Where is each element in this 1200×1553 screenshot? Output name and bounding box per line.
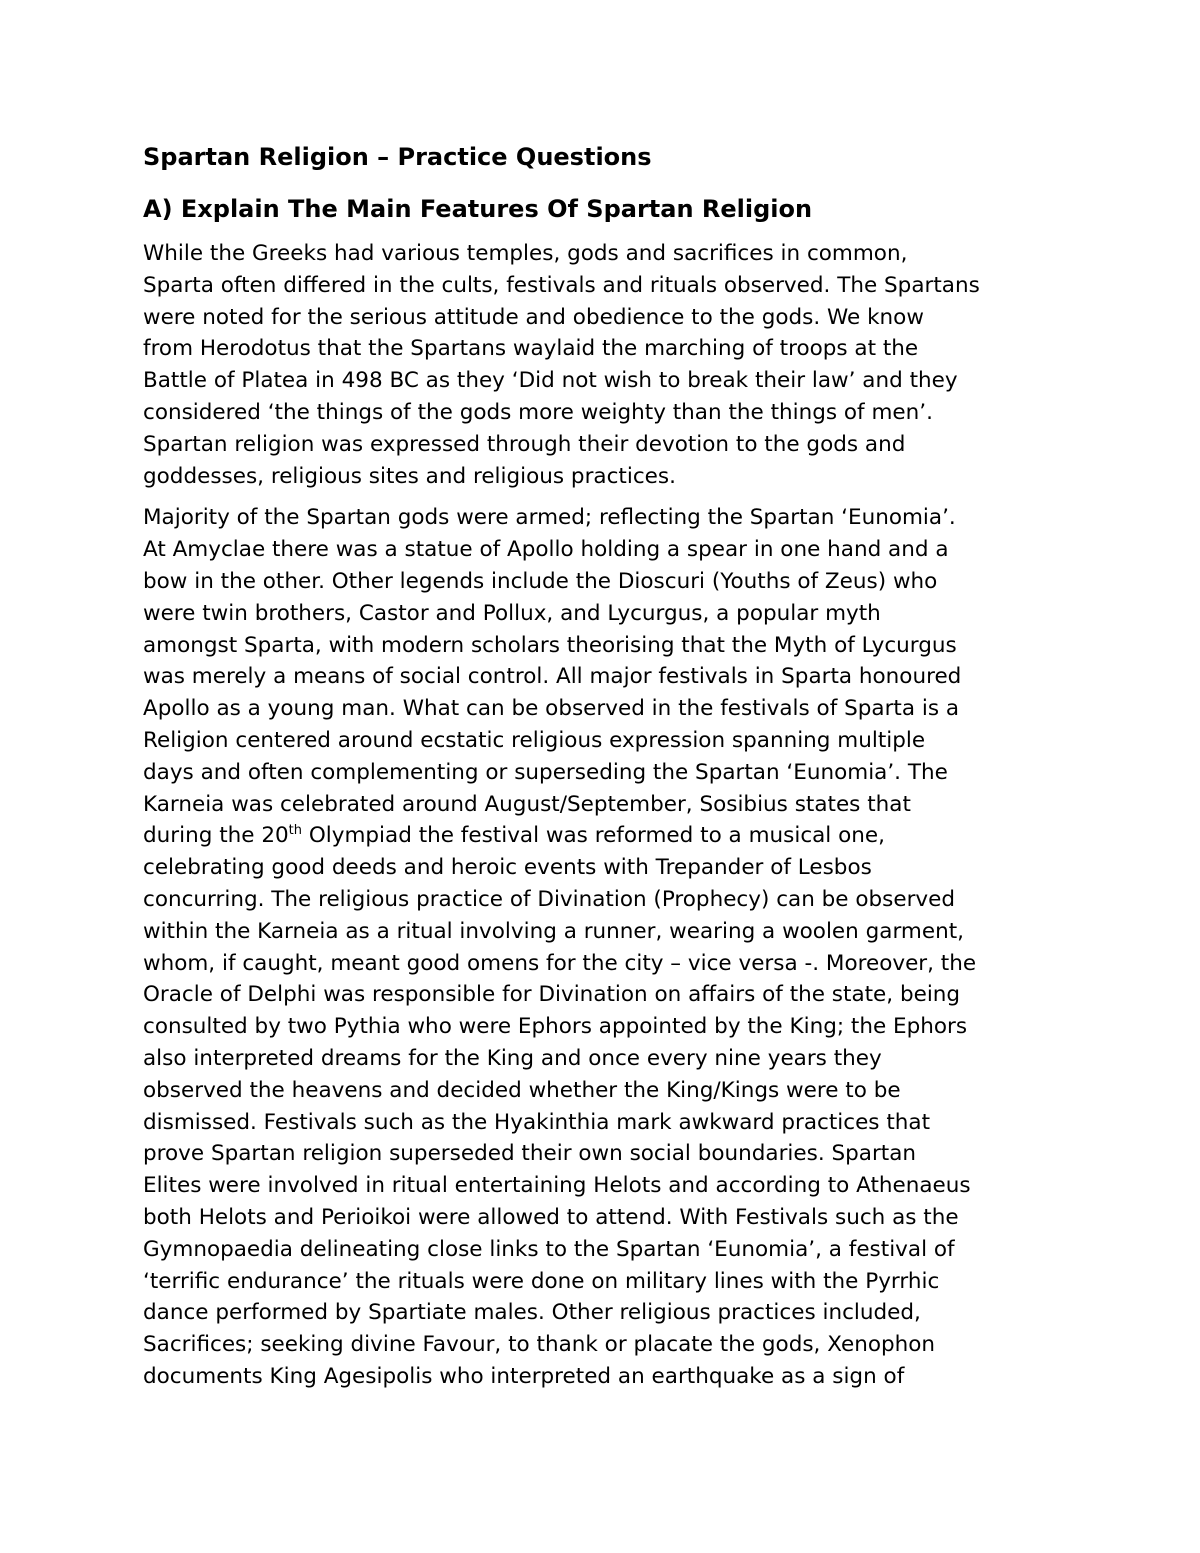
document-title: Spartan Religion – Practice Questions [143,143,652,171]
text-line: goddesses, religious sites and religious practices. [143,463,676,489]
text-line: prove Spartan religion superseded their own social boundaries. Spartan [143,1141,917,1167]
text-line: Elites were involved in ritual entertaining Helots and according to Athenaeus [143,1173,971,1199]
text-line: Sacrifices; seeking divine Favour, to thank or placate the gods, Xenophon [143,1332,936,1358]
paragraph-2 [143,502,1103,1392]
text-line: amongst Sparta, with modern scholars theorising that the Myth of Lycurgus [143,632,957,658]
text-line: At Amyclae there was a statue of Apollo holding a spear in one hand and a [143,537,949,563]
ordinal-superscript: th [288,823,303,839]
text-line: Gymnopaedia delineating close links to the Spartan ‘Eunomia’, a festival of [143,1236,955,1262]
text-line: documents King Agesipolis who interpreted an earthquake as a sign of [143,1363,905,1389]
text-line: from Herodotus that the Spartans waylaid the marching of troops at the [143,336,919,362]
text-line: While the Greeks had various temples, gods and sacrifices in common, [143,241,908,266]
paragraph-1 [143,238,1103,492]
text-line-ordinal [143,820,1103,852]
text-line: were twin brothers, Castor and Pollux, and Lycurgus, a popular myth [143,600,881,626]
text-line: consulted by two Pythia who were Ephors appointed by the King; the Ephors [143,1014,968,1040]
text-line: dismissed. Festivals such as the Hyakinthia mark awkward practices that [143,1109,930,1135]
ordinal-prefix: during the 20 [143,823,289,849]
text-line: within the Karneia as a ritual involving a runner, wearing a woolen garment, [143,918,964,944]
text-line: also interpreted dreams for the King and once every nine years they [143,1045,882,1071]
text-line: days and often complementing or superseding the Spartan ‘Eunomia’. The [143,759,948,785]
text-line: celebrating good deeds and heroic events with Trepander of Lesbos [143,855,872,881]
text-line: Karneia was celebrated around August/September, Sosibius states that [143,791,911,817]
text-line: Apollo as a young man. What can be observed in the festivals of Sparta is a [143,696,960,722]
text-line: concurring. The religious practice of Divination (Prophecy) can be observed [143,886,956,912]
text-line: Spartan religion was expressed through their devotion to the gods and [143,431,906,457]
text-line: whom, if caught, meant good omens for the city – vice versa -. Moreover, the [143,950,977,976]
text-line: Oracle of Delphi was responsible for Divination on affairs of the state, being [143,982,961,1008]
ordinal-suffix: Olympiad the festival was reformed to a musical one, [302,823,885,849]
text-line: were noted for the serious attitude and obedience to the gods. We know [143,304,924,330]
text-line: observed the heavens and decided whether the King/Kings were to be [143,1077,901,1103]
text-line: ‘terrific endurance’ the rituals were done on military lines with the Pyrrhic [143,1268,940,1294]
text-line: Sparta often differed in the cults, festivals and rituals observed. The Spartans [143,272,980,298]
text-line: both Helots and Perioikoi were allowed to attend. With Festivals such as the [143,1204,959,1230]
text-line: Battle of Platea in 498 BC as they ‘Did not wish to break their law’ and they [143,368,958,394]
text-line: Religion centered around ecstatic religious expression spanning multiple [143,727,926,753]
text-line: Majority of the Spartan gods were armed; reflecting the Spartan ‘Eunomia’. [143,505,956,531]
text-line: bow in the other. Other legends include the Dioscuri (Youths of Zeus) who [143,568,938,594]
text-line: dance performed by Spartiate males. Other religious practices included, [143,1300,921,1326]
document-page [143,138,1103,1403]
section-heading: A) Explain The Main Features Of Spartan Religion [143,195,813,223]
text-line: considered ‘the things of the gods more weighty than the things of men’. [143,399,933,425]
text-line: was merely a means of social control. All major festivals in Sparta honoured [143,664,962,690]
